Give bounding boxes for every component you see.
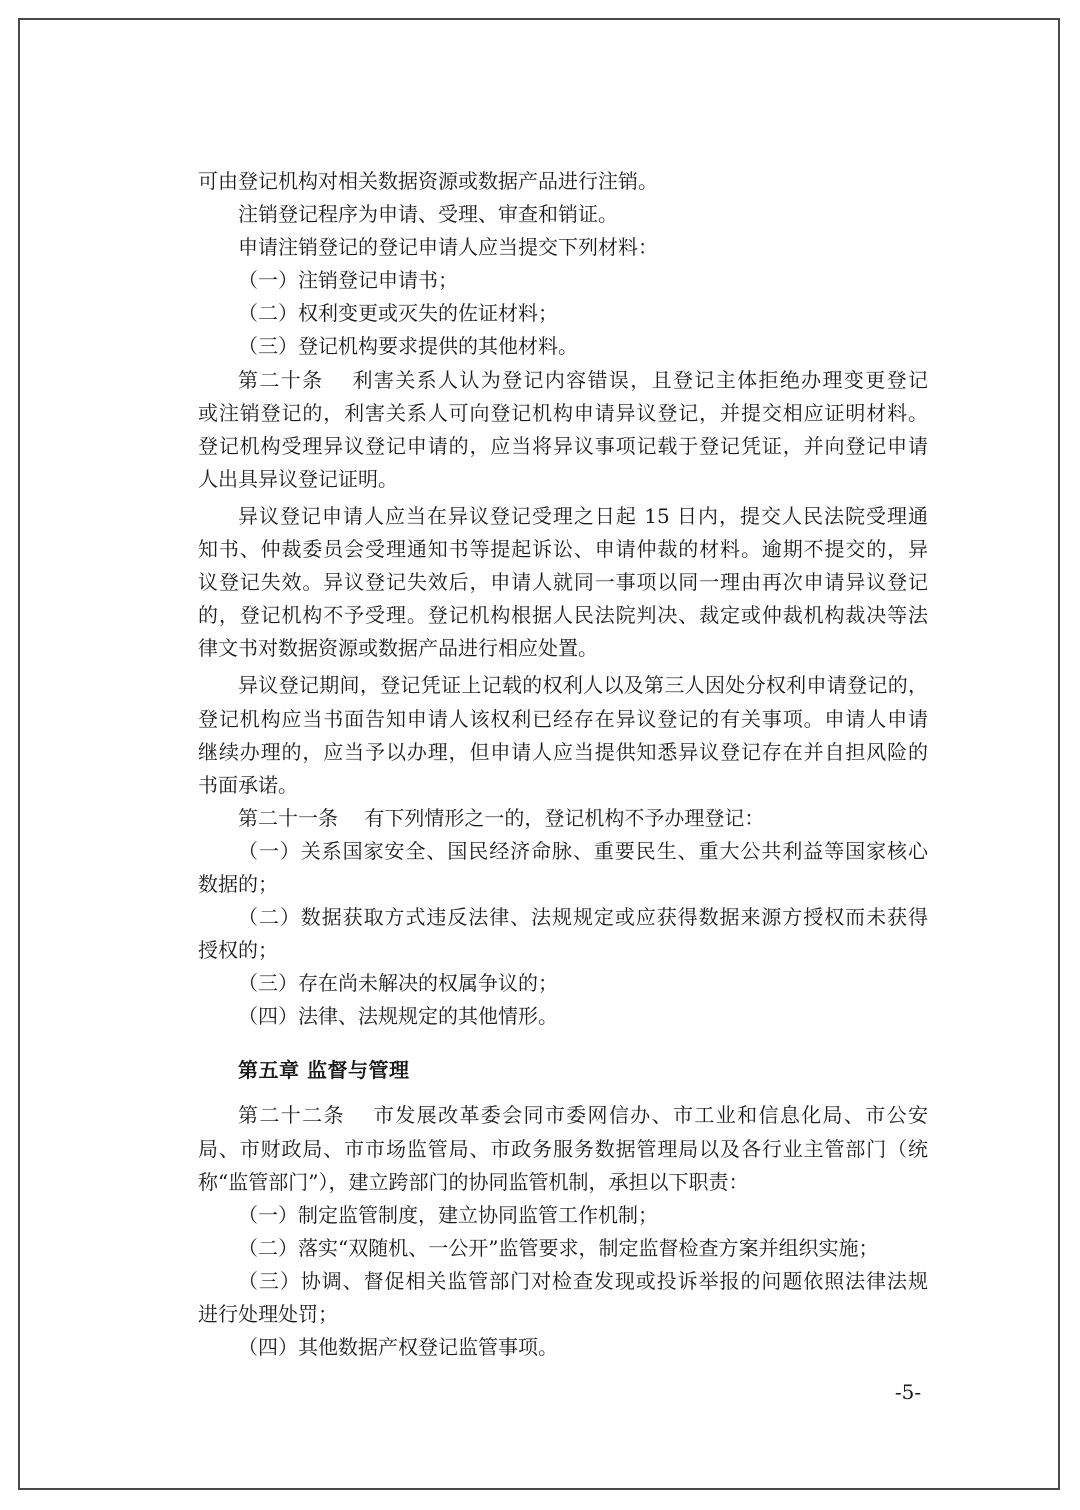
text-line: 知书、仲裁委员会受理通知书等提起诉讼、申请仲裁的材料。逾期不提交的，异: [198, 537, 928, 562]
document-body: [198, 165, 928, 1364]
list-item: （三）协调、督促相关监管部门对检查发现或投诉举报的问题依照法律法规: [238, 1268, 928, 1293]
list-item: （三）登记机构要求提供的其他材料。: [238, 334, 578, 359]
text-line: 异议登记申请人应当在异议登记受理之日起 15 日内，提交人民法院受理通: [238, 503, 928, 528]
list-item: （二）数据获取方式违反法律、法规规定或应获得数据来源方授权而未获得: [238, 905, 928, 930]
list-item: （一）注销登记申请书；: [238, 268, 458, 293]
text-line: 人出具异议登记证明。: [198, 466, 398, 491]
text-line: 律文书对数据资源或数据产品进行相应处置。: [198, 636, 598, 661]
list-item: （四）其他数据产权登记监管事项。: [238, 1335, 558, 1360]
page-frame: [18, 18, 1060, 1490]
list-item: （一）关系国家安全、国民经济命脉、重要民生、重大公共利益等国家核心: [238, 838, 928, 863]
text-line: 局、市财政局、市市场监管局、市政务服务数据管理局以及各行业主管部门（统: [198, 1136, 928, 1161]
text-line: 授权的；: [198, 938, 278, 963]
text-line: 进行处理处罚；: [198, 1302, 338, 1326]
list-item: （一）制定监管制度，建立协同监管工作机制；: [238, 1202, 658, 1227]
text-line: 或注销登记的，利害关系人可向登记机构申请异议登记，并提交相应证明材料。: [198, 400, 928, 425]
text-line: 的，登记机构不予受理。登记机构根据人民法院判决、裁定或仲裁机构裁决等法: [198, 603, 928, 628]
text-line: 异议登记期间，登记凭证上记载的权利人以及第三人因处分权利申请登记的，: [238, 673, 928, 698]
list-item: （三）存在尚未解决的权属争议的；: [238, 971, 558, 996]
article-twenty: 第二十条 利害关系人认为登记内容错误，且登记主体拒绝办理变更登记: [238, 367, 928, 392]
text-line: 申请注销登记的登记申请人应当提交下列材料：: [238, 235, 658, 260]
text-line: 数据的；: [198, 871, 278, 896]
article-twenty-one: 第二十一条 有下列情形之一的，登记机构不予办理登记：: [238, 805, 765, 830]
article-twenty-two: 第二十二条 市发展改革委会同市委网信办、市工业和信息化局、市公安: [238, 1103, 928, 1128]
text-line: 继续办理的，应当予以办理，但申请人应当提供知悉异议登记存在并自担风险的: [198, 739, 928, 764]
text-line: 登记机构应当书面告知申请人该权利已经存在异议登记的有关事项。申请人申请: [198, 706, 928, 731]
list-item: （四）法律、法规规定的其他情形。: [238, 1004, 558, 1029]
text-line: 可由登记机构对相关数据资源或数据产品进行注销。: [198, 169, 658, 193]
text-line: 登记机构受理异议登记申请的，应当将异议事项记载于登记凭证，并向登记申请: [198, 433, 928, 458]
list-item: （二）落实“双随机、一公开”监管要求，制定监督检查方案并组织实施；: [238, 1235, 879, 1260]
text-line: 书面承诺。: [198, 772, 298, 797]
chapter-heading: 第五章 监督与管理: [238, 1058, 410, 1083]
text-line: 注销登记程序为申请、受理、审查和销证。: [238, 202, 618, 227]
text-line: 议登记失效。异议登记失效后，申请人就同一事项以同一理由再次申请异议登记: [198, 570, 928, 595]
list-item: （二）权利变更或灭失的佐证材料；: [238, 301, 558, 326]
page-number: -5-: [894, 1380, 922, 1404]
text-line: 称“监管部门”），建立跨部门的协同监管机制，承担以下职责：: [198, 1169, 749, 1194]
